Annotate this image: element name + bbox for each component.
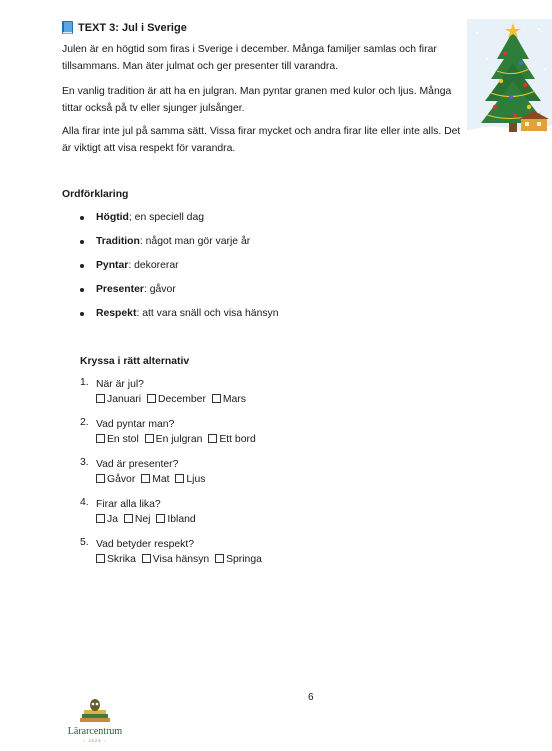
question-text: Vad pyntar man? [96,419,175,430]
question-text: Vad är presenter? [96,459,179,470]
checkbox-icon[interactable] [124,514,133,523]
quiz-question: 3. Vad är presenter? Gåvor Mat Ljus [80,457,265,497]
page-number: 6 [308,692,314,703]
checkbox-icon[interactable] [212,394,221,403]
book-icon [62,21,73,34]
checkbox-icon[interactable] [175,474,184,483]
glossary-term: Presenter [96,284,144,295]
question-text: När är jul? [96,379,144,390]
option-checkbox[interactable]: En stol [96,434,139,445]
glossary-term: Respekt [96,308,137,319]
glossary-item: Högtid; en speciell dag [80,210,279,234]
glossary-term: Pyntar [96,260,129,271]
quiz-question: 5. Vad betyder respekt? Skrika Visa hänsyn Springa [80,537,265,577]
checkbox-icon[interactable] [208,434,217,443]
logo-tagline: ~ 2025 ~ [83,738,107,743]
option-checkbox[interactable]: December [147,394,206,405]
option-checkbox[interactable]: Springa [215,554,262,565]
checkbox-icon[interactable] [96,394,105,403]
quiz-list [80,377,265,577]
glossary-item: Respekt: att vara snäll och visa hänsyn [80,306,279,330]
checkbox-icon[interactable] [215,554,224,563]
checkbox-icon[interactable] [156,514,165,523]
glossary-definition: en speciell dag [131,212,205,223]
glossary-heading: Ordförklaring [62,189,129,200]
checkbox-icon[interactable] [96,554,105,563]
glossary-definition: att vara snäll och visa hänsyn [139,308,279,319]
option-checkbox[interactable]: Januari [96,394,141,405]
option-checkbox[interactable]: Ett bord [208,434,255,445]
quiz-question: 4. Firar alla lika? Ja Nej Ibland [80,497,265,537]
text-title [62,21,187,34]
glossary-definition: något man gör varje år [142,236,251,247]
paragraph-1: Julen är en högtid som firas i Sverige i december. Många familjer samlas och firar tillsammans. Man äter julmat och ger presenter till varandra. [62,44,437,72]
option-checkbox[interactable]: Gåvor [96,474,135,485]
option-checkbox[interactable]: Mat [141,474,169,485]
checkbox-icon[interactable] [96,434,105,443]
option-checkbox[interactable]: Ja [96,514,118,525]
glossary-item: Presenter: gåvor [80,282,279,306]
glossary-definition: gåvor [146,284,176,295]
checkbox-icon[interactable] [145,434,154,443]
checkbox-icon[interactable] [141,474,150,483]
option-checkbox[interactable]: Ljus [175,474,205,485]
checkbox-icon[interactable] [147,394,156,403]
question-text: Vad betyder respekt? [96,539,195,550]
logo-name: Lärarcentrum [67,726,123,737]
christmas-tree-illustration [467,19,552,146]
paragraph-3: Alla firar inte jul på samma sätt. Vissa firar mycket och andra firar lite eller inte alls. Det är viktigt att visa respekt för varandra. [62,126,461,154]
checkbox-icon[interactable] [142,554,151,563]
option-checkbox[interactable]: Visa hänsyn [142,554,209,565]
quiz-heading: Kryssa i rätt alternativ [80,356,190,367]
option-checkbox[interactable]: Ibland [156,514,195,525]
glossary-term: Högtid [96,212,129,223]
quiz-question: 1. När är jul? Januari December Mars [80,377,265,417]
quiz-question: 2. Vad pyntar man? En stol En julgran Ett bord [80,417,265,457]
option-checkbox[interactable]: Nej [124,514,151,525]
paragraph-2: En vanlig tradition är att ha en julgran. Man pyntar granen med kulor och ljus. Många tittar också på tv eller sjunger julsånger. [62,86,452,114]
option-checkbox[interactable]: En julgran [145,434,203,445]
glossary-list [80,210,279,330]
checkbox-icon[interactable] [96,514,105,523]
glossary-definition: dekorerar [131,260,179,271]
option-checkbox[interactable]: Skrika [96,554,136,565]
glossary-item: Tradition: något man gör varje år [80,234,279,258]
glossary-item: Pyntar: dekorerar [80,258,279,282]
glossary-term: Tradition [96,236,140,247]
question-text: Firar alla lika? [96,499,161,510]
title-text: TEXT 3: Jul i Sverige [78,21,187,34]
checkbox-icon[interactable] [96,474,105,483]
option-checkbox[interactable]: Mars [212,394,246,405]
